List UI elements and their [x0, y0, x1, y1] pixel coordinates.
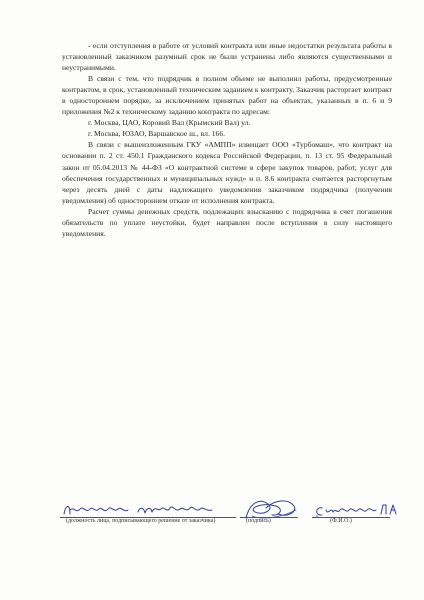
position-caption: (должность лица, подписывающего решение от заказчика) — [66, 518, 216, 524]
paragraph-notice: В связи с вышеизложенным ГКУ «АМПП» извещает ООО «Турбомаш», что контракт на основании п. 2 ст. 450.1 Гражданского кодекса Российской Федерации, п. 13 ст. 95 Федеральный закон от 05.04.2013 № 44-ФЗ «О контрактной системе в сфере закупок товаров, работ, услуг для обеспечения государственных и муниципальных нужд» и п. 8.6 контракта считается расторгнутым через десять дней с даты надлежащего уведомления заказчиком подрядчика (получения уведомления) об одностороннем отказе от исполнения контракта. — [62, 140, 392, 205]
address-line-2: г. Москва, ЮЗАО, Варшавское ш., вл. 166. — [88, 129, 226, 139]
name-caption: (Ф.И.О.) — [330, 518, 352, 524]
signature-caption: (подпись) — [246, 518, 271, 524]
signature-block — [0, 496, 424, 536]
handwritten-signature — [0, 496, 424, 536]
paragraph-penalty: Расчет суммы денежных средств, подлежащих взысканию с подрядчика в счет погашения обязательств по уплате неустойки, будет направлен после вступления в силу настоящего уведомления. — [62, 206, 392, 238]
address-line-1: г. Москва, ЦАО, Коровий Вал (Крымский Вал) ул. — [88, 118, 251, 128]
paragraph-deviations: - если отступления в работе от условий контракта или иные недостатки результата работы в установленный заказчиком разумный срок не были устранены либо являются существенными и неустранимыми. — [62, 41, 392, 73]
paragraph-termination: В связи с тем, что подрядчик в полном объеме не выполнил работы, предусмотренные контрактом, в срок, установленный техническим заданием к контракту, Заказчик расторгает контракт в одностороннем порядке, за исключением принятых работ на объектах, указанных в п. 6 и 9 приложения №2 к техническому заданию контракта по адресам: — [62, 74, 392, 117]
notice-body — [62, 40, 392, 239]
